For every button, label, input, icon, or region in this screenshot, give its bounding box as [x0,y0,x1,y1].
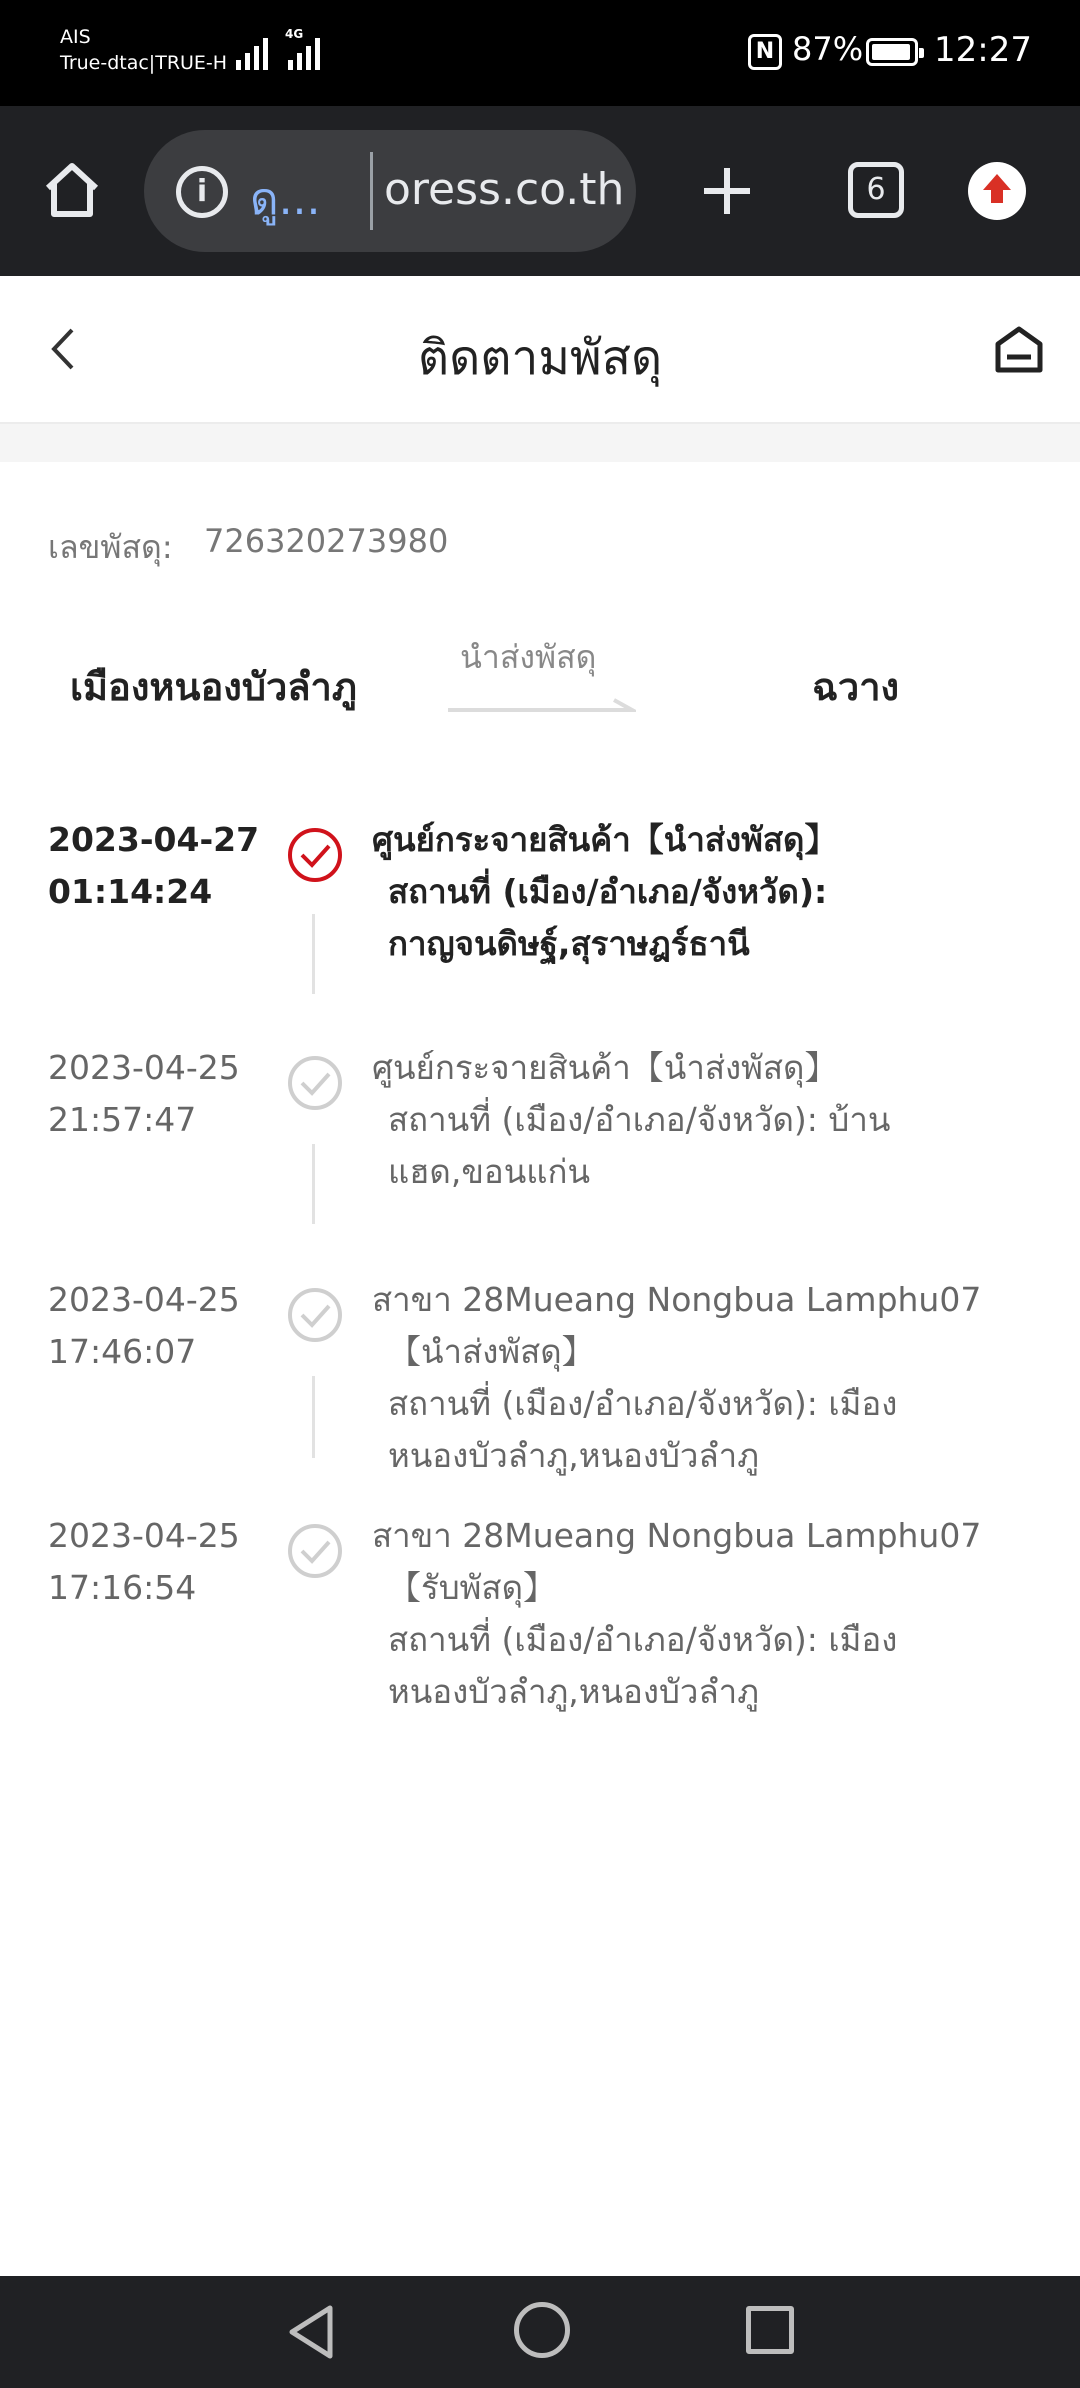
event-datetime: 2023-04-25 21:57:47 [48,1048,240,1139]
address-bar[interactable] [144,130,636,252]
system-nav-bar [0,2276,1080,2388]
address-divider [370,152,373,230]
home-icon[interactable] [40,158,104,222]
page-header [0,276,1080,424]
check-circle-icon [286,826,344,884]
home-box-icon[interactable] [994,324,1044,374]
page-title: ติดตามพัสดุ [417,330,663,386]
event-detail: สาขา 28Mueang Nongbua Lamphu07 【รับพัสดุ】 สถานที่ (เมือง/อำเภอ/จังหวัด): เมืองหนองบัวลำภู,หนองบัวลำภู [372,1516,982,1711]
route-status: นำส่งพัสดุ [460,638,597,676]
check-circle-icon [286,1522,344,1580]
timeline-connector [312,1144,315,1224]
browser-toolbar [0,106,1080,276]
check-circle-icon [286,1286,344,1344]
battery-icon [866,38,918,66]
tabs-icon[interactable]: 6 [848,162,904,218]
signal-2-icon [288,34,320,70]
nav-home-icon[interactable] [514,2302,570,2358]
event-datetime: 2023-04-27 01:14:24 [48,820,260,911]
route-destination: ฉวาง [812,665,900,709]
network-type: 4G [285,27,304,41]
nav-back-icon[interactable] [284,2302,344,2362]
header-spacer [0,424,1080,462]
clock: 12:27 [934,30,1032,70]
check-circle-icon [286,1054,344,1112]
url-domain: oress.co.th [384,164,625,215]
nav-recent-icon[interactable] [746,2306,794,2354]
route-arrow-icon [446,696,636,718]
parcel-number: 726320273980 [204,522,449,560]
route-origin: เมืองหนองบัวลำภู [70,665,357,709]
event-detail: สาขา 28Mueang Nongbua Lamphu07 【นำส่งพัสดุ】 สถานที่ (เมือง/อำเภอ/จังหวัด): เมืองหนองบัวลำภู,หนองบัวลำภู [372,1280,982,1475]
nfc-icon: N [748,34,782,70]
timeline-connector [312,1376,315,1458]
plus-icon[interactable] [700,164,754,218]
update-icon[interactable] [968,162,1026,220]
event-detail: ศูนย์กระจายสินค้า【นำส่งพัสดุ】 สถานที่ (เมือง/อำเภอ/จังหวัด): บ้านแฮด,ขอนแก่น [372,1048,891,1191]
timeline-connector [312,914,315,994]
parcel-number-label: เลขพัสดุ: [48,528,173,566]
page-title-truncated: ดู... [250,174,321,225]
battery-percent: 87% [792,30,864,68]
event-datetime: 2023-04-25 17:16:54 [48,1516,240,1607]
event-datetime: 2023-04-25 17:46:07 [48,1280,240,1371]
info-icon[interactable]: i [176,166,228,218]
carrier-name: AIS [60,26,91,48]
carrier-networks: True-dtac|TRUE-H [60,52,228,74]
signal-icon [236,34,268,70]
event-detail: ศูนย์กระจายสินค้า【นำส่งพัสดุ】 สถานที่ (เมือง/อำเภอ/จังหวัด): กาญจนดิษฐ์,สุราษฎร์ธานี [372,820,838,963]
status-bar [0,0,1080,106]
